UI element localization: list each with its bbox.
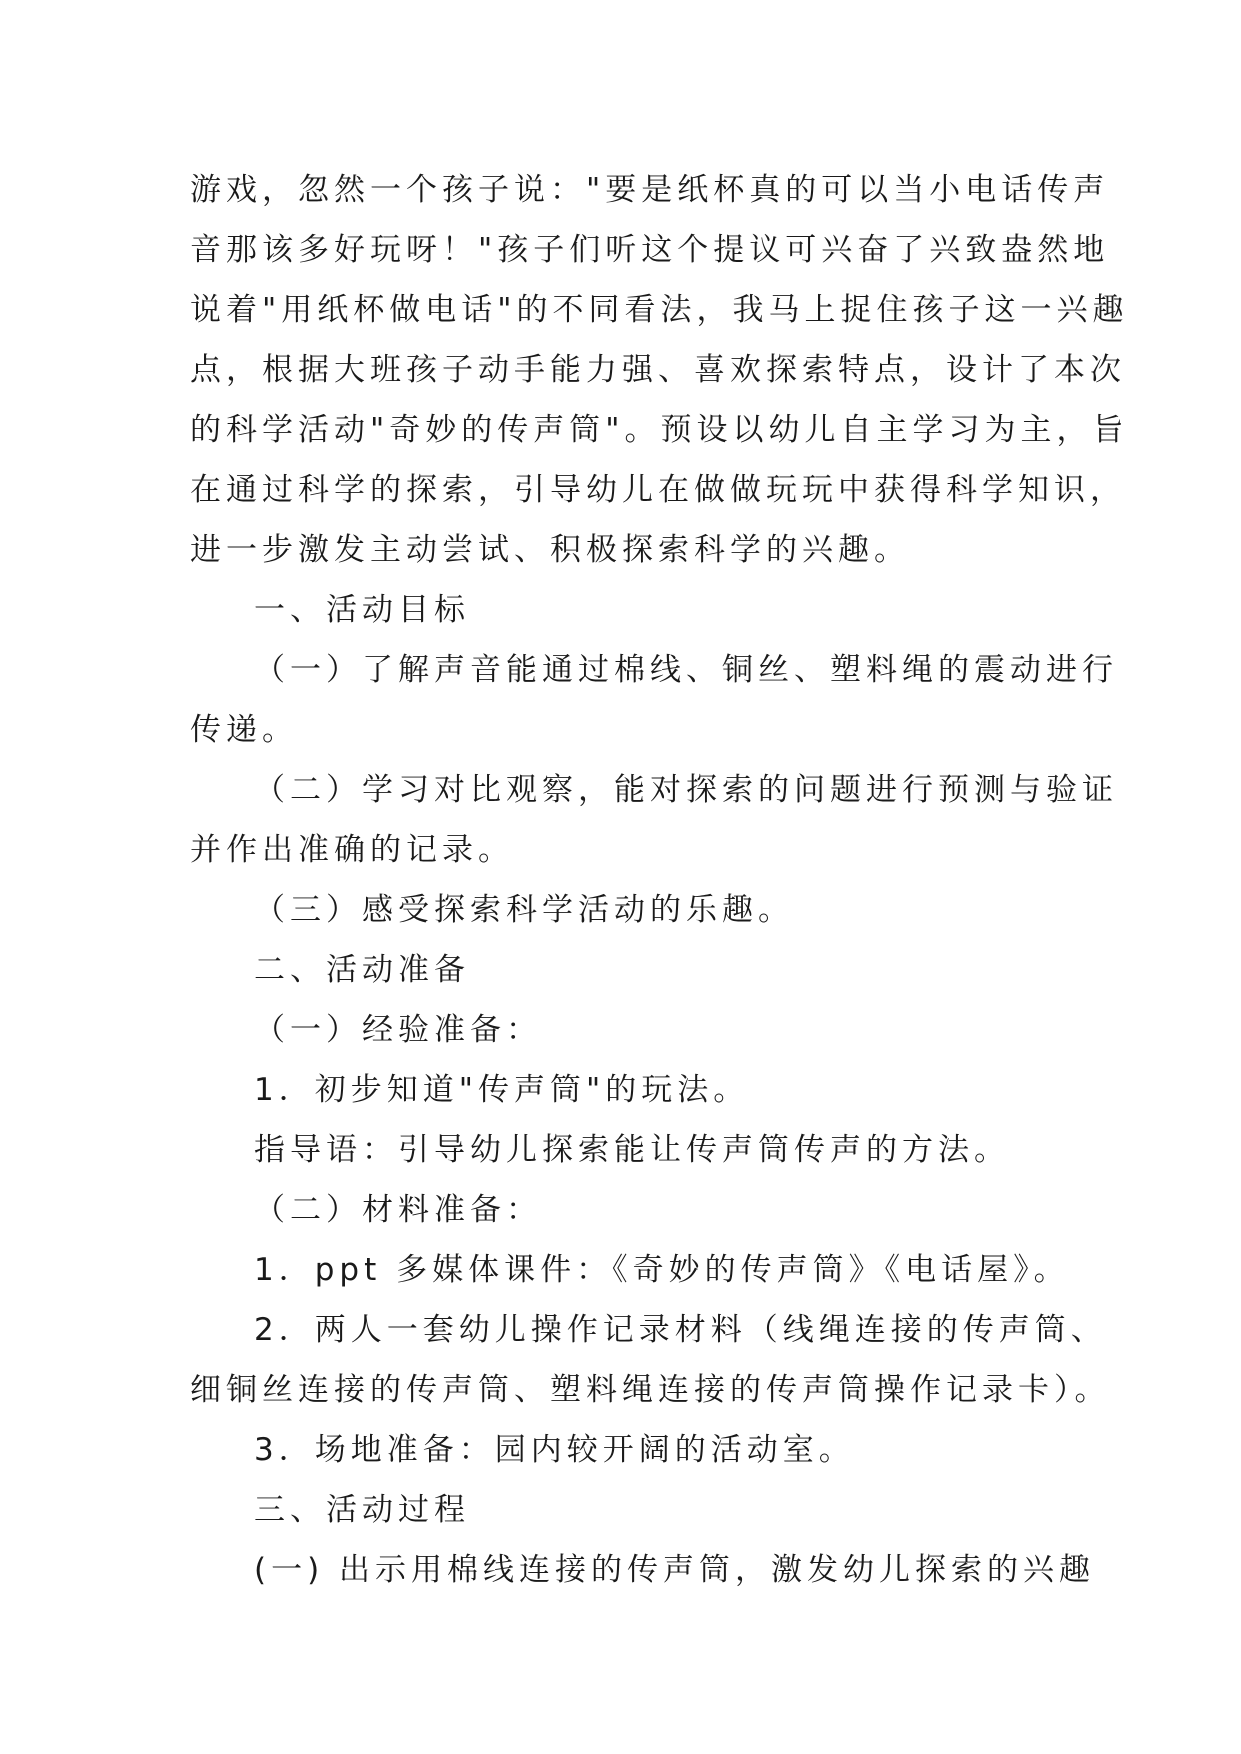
text-line: 音那该多好玩呀！"孩子们听这个提议可兴奋了兴致盎然地 xyxy=(190,232,1110,268)
text-line: 进一步激发主动尝试、积极探索科学的兴趣。 xyxy=(190,532,910,568)
text-line: 的科学活动"奇妙的传声筒"。预设以幼儿自主学习为主，旨 xyxy=(190,412,1129,448)
text-line: (一) 出示用棉线连接的传声筒，激发幼儿探索的兴趣 xyxy=(254,1552,1096,1588)
section-heading: 三、活动过程 xyxy=(254,1492,470,1528)
text-line: 2．两人一套幼儿操作记录材料（线绳连接的传声筒、 xyxy=(254,1312,1107,1348)
text-line: 在通过科学的探索，引导幼儿在做做玩玩中获得科学知识， xyxy=(190,472,1126,508)
text-line: （二）材料准备： xyxy=(254,1192,542,1228)
text-line: 细铜丝连接的传声筒、塑料绳连接的传声筒操作记录卡）。 xyxy=(190,1372,1111,1408)
text-line: 传递。 xyxy=(190,712,298,748)
text-line: （三）感受探索科学活动的乐趣。 xyxy=(254,892,794,928)
text-line: （一）了解声音能通过棉线、铜丝、塑料绳的震动进行 xyxy=(254,652,1118,688)
text-line: 说着"用纸杯做电话"的不同看法，我马上捉住孩子这一兴趣 xyxy=(190,292,1129,328)
text-line: 并作出准确的记录。 xyxy=(190,832,514,868)
text-line: 1．初步知道"传声筒"的玩法。 xyxy=(254,1072,750,1108)
text-line: 1．ppt 多媒体课件：《奇妙的传声筒》《电话屋》。 xyxy=(254,1252,1070,1288)
text-line: 指导语：引导幼儿探索能让传声筒传声的方法。 xyxy=(254,1132,1010,1168)
text-line: （二）学习对比观察，能对探索的问题进行预测与验证 xyxy=(254,772,1118,808)
text-line: 游戏，忽然一个孩子说："要是纸杯真的可以当小电话传声 xyxy=(190,172,1110,208)
text-line: 3．场地准备：园内较开阔的活动室。 xyxy=(254,1432,855,1468)
section-heading: 二、活动准备 xyxy=(254,952,470,988)
section-heading: 一、活动目标 xyxy=(254,592,470,628)
document-body xyxy=(190,160,1129,1600)
text-line: 点，根据大班孩子动手能力强、喜欢探索特点，设计了本次 xyxy=(190,352,1126,388)
text-line: （一）经验准备： xyxy=(254,1012,542,1048)
